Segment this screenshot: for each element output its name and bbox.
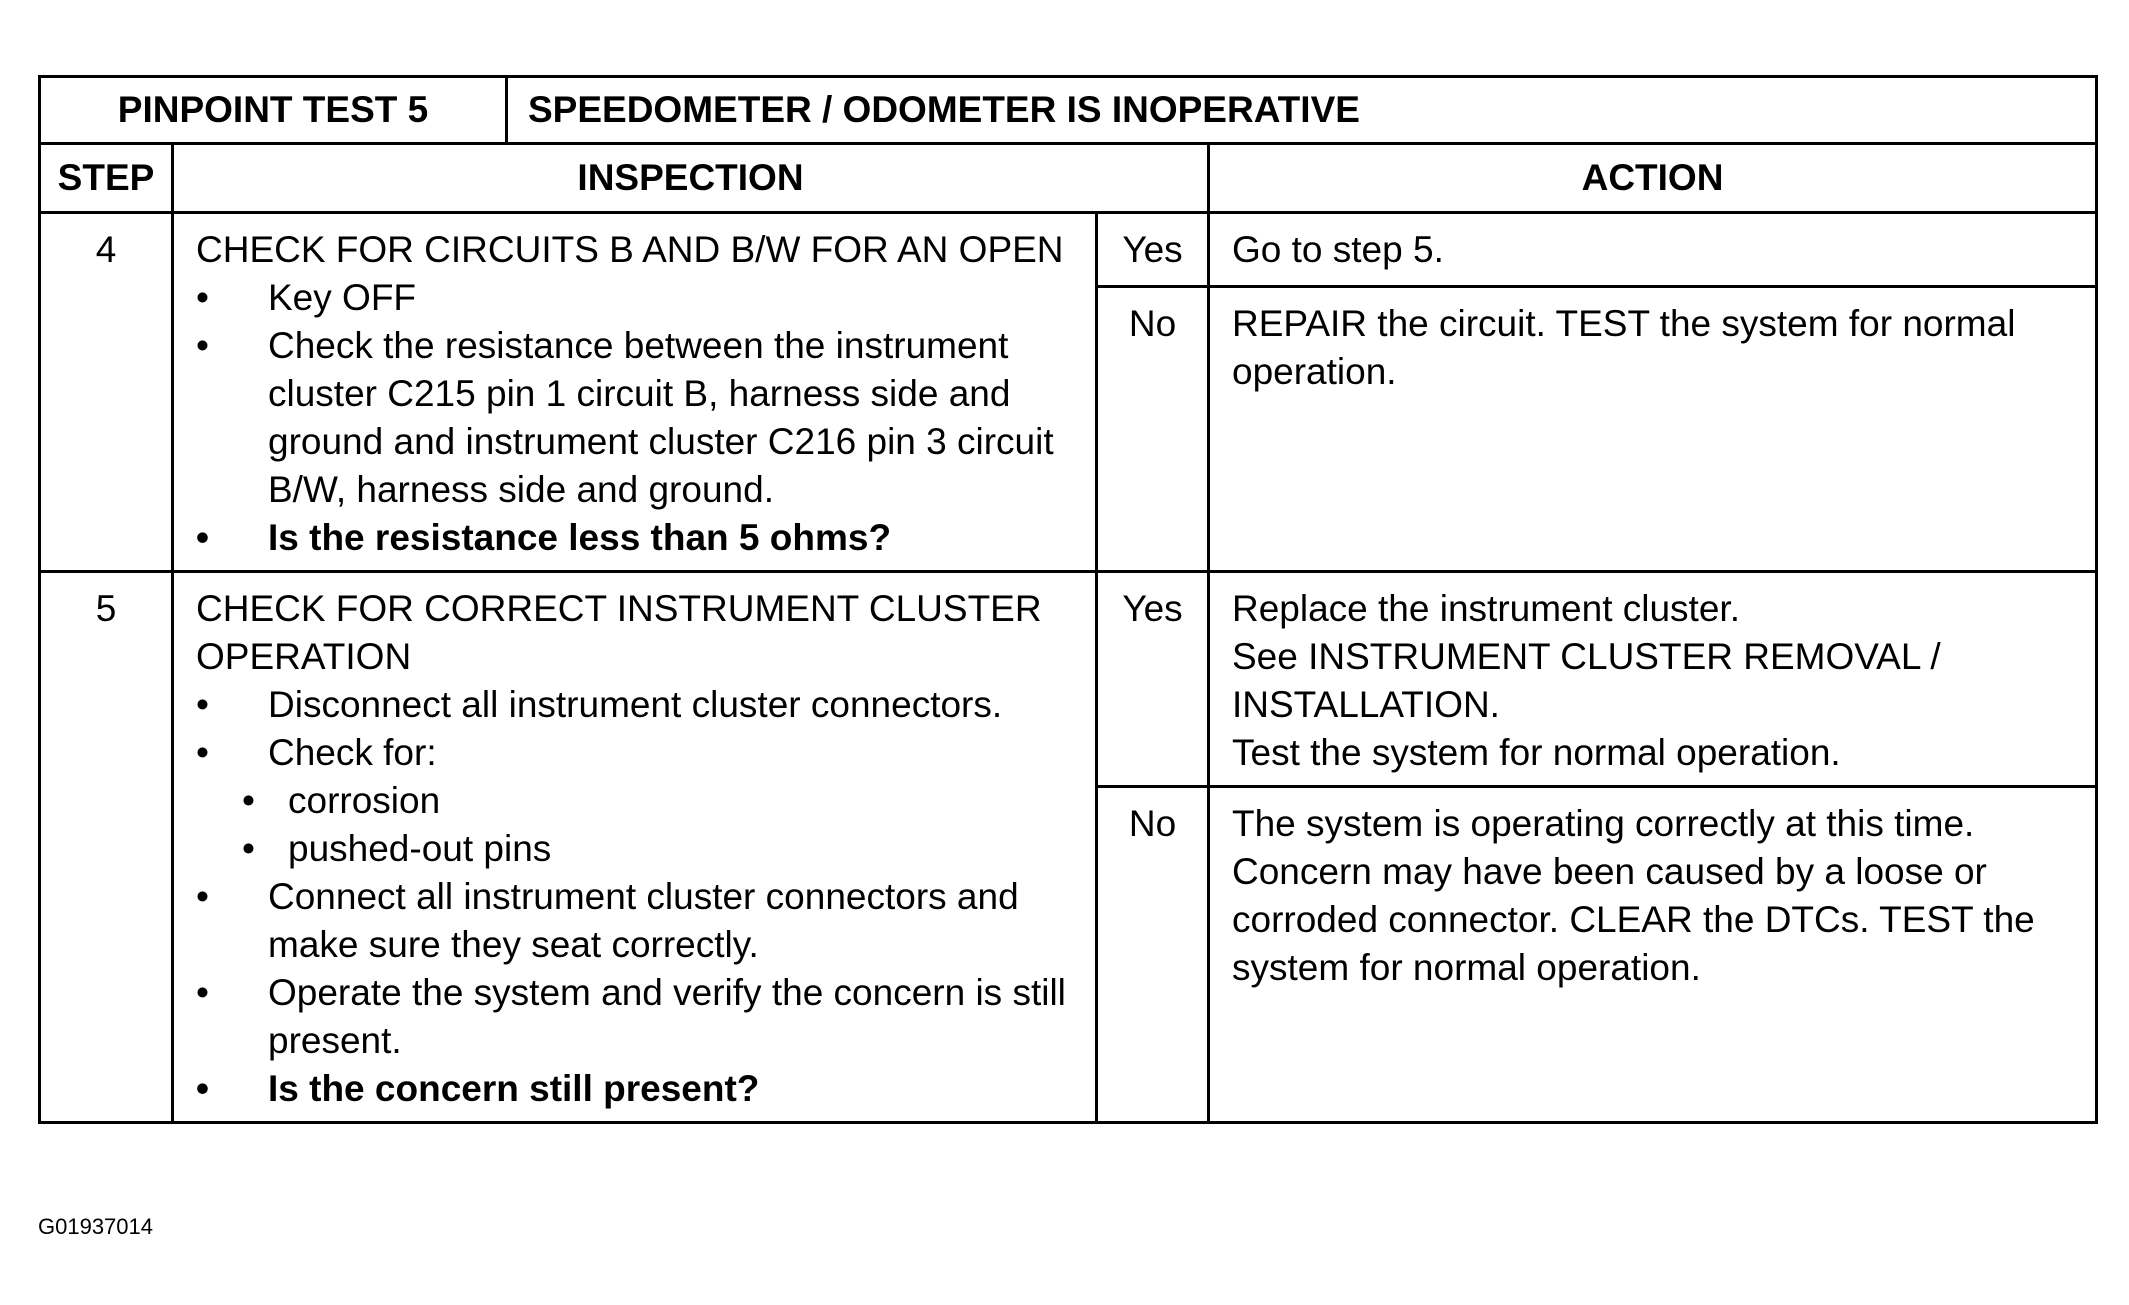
bullet-item-text: Check for: [268, 732, 437, 773]
inspection-column-header: INSPECTION [173, 144, 1209, 213]
no-action: REPAIR the circuit. TEST the system for normal operation. [1209, 286, 2097, 571]
bullet-item: • Operate the system and verify the concern is still present. [196, 969, 1075, 1065]
step-number: 4 [40, 213, 173, 572]
sub-bullet-item: • corrosion [242, 777, 1075, 825]
no-label: No [1097, 787, 1209, 1123]
bullet-item: • Disconnect all instrument cluster connectors. [196, 681, 1075, 729]
column-header-row [40, 144, 2097, 213]
step-4-bullet-list [196, 274, 1075, 562]
bullet-item: • Connect all instrument cluster connectors and make sure they seat correctly. [196, 873, 1075, 969]
yes-label: Yes [1097, 213, 1209, 287]
step-4-yes-row [40, 213, 2097, 287]
pinpoint-test-table [38, 75, 2098, 1124]
yes-label: Yes [1097, 572, 1209, 787]
yes-action [1209, 572, 2097, 787]
bullet-item [196, 729, 1075, 873]
no-label: No [1097, 286, 1209, 571]
step-5-inspection [173, 572, 1097, 1123]
bullet-item: • Check the resistance between the instrument cluster C215 pin 1 circuit B, harness side and ground and instrument cluster C216 pin 3 circuit B/W, harness side and ground. [196, 322, 1075, 514]
step-question: • Is the resistance less than 5 ohms? [196, 514, 1075, 562]
sub-bullet-list [242, 777, 1075, 873]
bullet-item: • Key OFF [196, 274, 1075, 322]
step-heading: CHECK FOR CIRCUITS B AND B/W FOR AN OPEN [196, 229, 1064, 270]
no-action: The system is operating correctly at this time. Concern may have been caused by a loose or corroded connector. CLEAR the DTCs. TEST the system for normal operation. [1209, 787, 2097, 1123]
action-line: Replace the instrument cluster. [1232, 588, 1740, 629]
test-header-row [40, 77, 2097, 144]
yes-action: Go to step 5. [1209, 213, 2097, 287]
pinpoint-test-title: SPEEDOMETER / ODOMETER IS INOPERATIVE [507, 77, 2097, 144]
step-5-bullet-list [196, 681, 1075, 1113]
step-question: • Is the concern still present? [196, 1065, 1075, 1113]
step-column-header: STEP [40, 144, 173, 213]
sub-bullet-item: • pushed-out pins [242, 825, 1075, 873]
figure-id: G01937014 [38, 1214, 153, 1239]
step-number: 5 [40, 572, 173, 1123]
step-5-yes-row [40, 572, 2097, 787]
step-heading: CHECK FOR CORRECT INSTRUMENT CLUSTER OPERATION [196, 588, 1042, 677]
step-4-inspection [173, 213, 1097, 572]
pinpoint-test-label: PINPOINT TEST 5 [40, 77, 507, 144]
action-line: See INSTRUMENT CLUSTER REMOVAL / INSTALLATION. [1232, 636, 1941, 725]
action-line: Test the system for normal operation. [1232, 732, 1841, 773]
action-column-header: ACTION [1209, 144, 2097, 213]
